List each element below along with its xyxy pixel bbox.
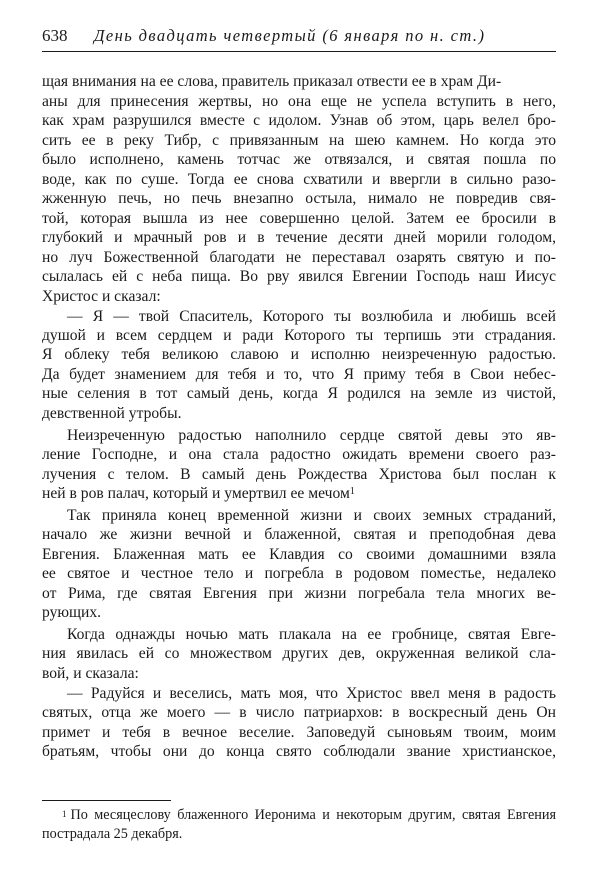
text-line — [42, 584, 556, 604]
text-line — [42, 484, 556, 504]
text-line-content: Евгения. Блаженная мать ее Клавдия со своими домашними взяла — [42, 546, 556, 563]
footnote-line: пострадала 25 декабря. — [42, 826, 183, 842]
text-line — [42, 287, 556, 307]
text-line — [67, 307, 556, 327]
text-line — [67, 625, 556, 645]
text-line — [42, 345, 556, 365]
text-line — [42, 189, 556, 209]
text-line-content: воде, как по суше. Тогда ее снова схватили и ввергли в сильно разо- — [42, 171, 556, 188]
text-line-content: лучения с телом. В самый день Рождества Христова был послан к — [42, 466, 556, 483]
text-line — [42, 703, 556, 723]
text-line — [42, 267, 556, 287]
text-line-content: сылалась ей с неба пища. Во рву явился Евгении Господь наш Иисус — [42, 268, 556, 285]
text-line — [67, 426, 556, 446]
page-header — [42, 19, 556, 49]
text-line — [42, 723, 556, 743]
text-line-content: Христос и сказал: — [42, 288, 161, 305]
text-line-content: вой, и сказала: — [42, 665, 139, 682]
text-line — [67, 506, 556, 526]
text-line-content: было исполнено, камень тотчас же отвязался, и святая пошла по — [42, 151, 556, 168]
text-line-content: Так приняла конец временной жизни и своих земных страданий, — [67, 507, 556, 524]
text-line — [42, 564, 556, 584]
text-line — [42, 384, 556, 404]
text-line — [42, 545, 556, 565]
text-line-content: Да будет знамением для тебя и то, что Я приму тебя в Свои небес- — [42, 366, 556, 383]
text-line — [42, 525, 556, 545]
text-line-content: Неизреченную радостью наполнило сердце святой девы это яв- — [67, 427, 556, 444]
text-line — [42, 644, 556, 664]
text-line-content: девственной утробы. — [42, 405, 182, 422]
text-line-content: святых, отца же моего — в число патриархов: в воскресный день Он — [42, 704, 556, 721]
text-line-content: — Радуйся и веселись, мать моя, что Христос ввел меня в радость — [67, 685, 556, 702]
text-line — [42, 131, 556, 151]
footnote-rule — [42, 800, 171, 801]
text-line — [42, 664, 556, 684]
text-line — [42, 603, 556, 623]
text-line — [42, 170, 556, 190]
text-line-content: жженную печь, но печь внезапно остыла, нимало не повредив свя- — [42, 190, 556, 207]
text-line-content: аны для принесения жертвы, но она еще не успела вступить в него, — [42, 93, 556, 110]
text-line-content: ее святое и честное тело и погребла в родовом поместье, недалеко — [42, 565, 556, 582]
text-line — [42, 445, 556, 465]
text-line-content: сить ее в реку Тибр, с привязанным на шею камнем. Но когда это — [42, 132, 556, 149]
text-line-content: Когда однажды ночью мать плакала на ее гробнице, святая Евге- — [67, 626, 556, 643]
text-line-content: начало же жизни вечной и блаженной, святая и преподобная дева — [42, 526, 556, 543]
text-line-content: ные селения в тот самый день, когда Я родился на земле из чистой, — [42, 385, 556, 402]
text-line-content: щая внимания на ее слова, правитель приказал отвести ее в храм Ди- — [42, 73, 502, 90]
text-line — [42, 465, 556, 485]
footnote-mark: 1 — [62, 809, 67, 819]
text-line-content: — Я — твой Спаситель, Которого ты возлюбила и любишь всей — [67, 308, 556, 325]
footnote-text: По месяцеслову блаженного Иеронима и некоторым другим, святая Евгения — [70, 807, 556, 823]
text-line — [42, 326, 556, 346]
text-line-content: ней в ров палач, который и умертвил ее мечом — [42, 485, 350, 502]
text-line-content: ния явилась ей со множеством других дев, окруженная великой сла- — [42, 645, 556, 662]
text-line-content: примет и тебя в вечное веселие. Заповедуй сыновьям твоим, моим — [42, 724, 556, 741]
footnote-line — [62, 806, 556, 825]
text-line-content: рующих. — [42, 604, 102, 621]
text-line — [42, 742, 556, 762]
footnote-reference: 1 — [349, 486, 355, 497]
text-line — [42, 150, 556, 170]
text-line — [42, 228, 556, 248]
text-line-content: от Рима, где святая Евгения при жизни погребала тела многих ве- — [42, 585, 556, 602]
text-line — [42, 365, 556, 385]
text-line — [42, 92, 556, 112]
text-line-content: но луч Божественной благодати не переставал озарять святую и по- — [42, 249, 556, 266]
text-line — [67, 684, 556, 704]
text-line-content: братьям, чтобы они до конца свято соблюдали звание христианское, — [42, 743, 556, 760]
text-line — [42, 404, 556, 424]
header-rule — [42, 51, 556, 52]
text-line-content: той, которая вышла из нее совершенно целой. Затем ее бросили в — [42, 210, 556, 227]
text-line-content: Я облеку тебя великою славою и исполню неизреченную радостью. — [42, 346, 556, 363]
text-line — [42, 111, 556, 131]
text-line — [42, 72, 556, 92]
text-line — [42, 209, 556, 229]
page-number: 638 — [42, 26, 68, 45]
text-line-content: душой и всем сердцем и ради Которого ты терпишь эти страдания. — [42, 327, 556, 344]
text-line-content: глубокий и мрачный ров и в течение десяти дней морили голодом, — [42, 229, 556, 246]
running-title: День двадцать четвертый (6 января по н. ст.) — [94, 26, 486, 45]
text-line-content: как храм разрушился вместе с идолом. Узнав об этом, царь велел бро- — [42, 112, 556, 129]
text-line — [42, 248, 556, 268]
text-line-content: ление Господне, и она стала радостно ожидать времени своего раз- — [42, 446, 556, 463]
